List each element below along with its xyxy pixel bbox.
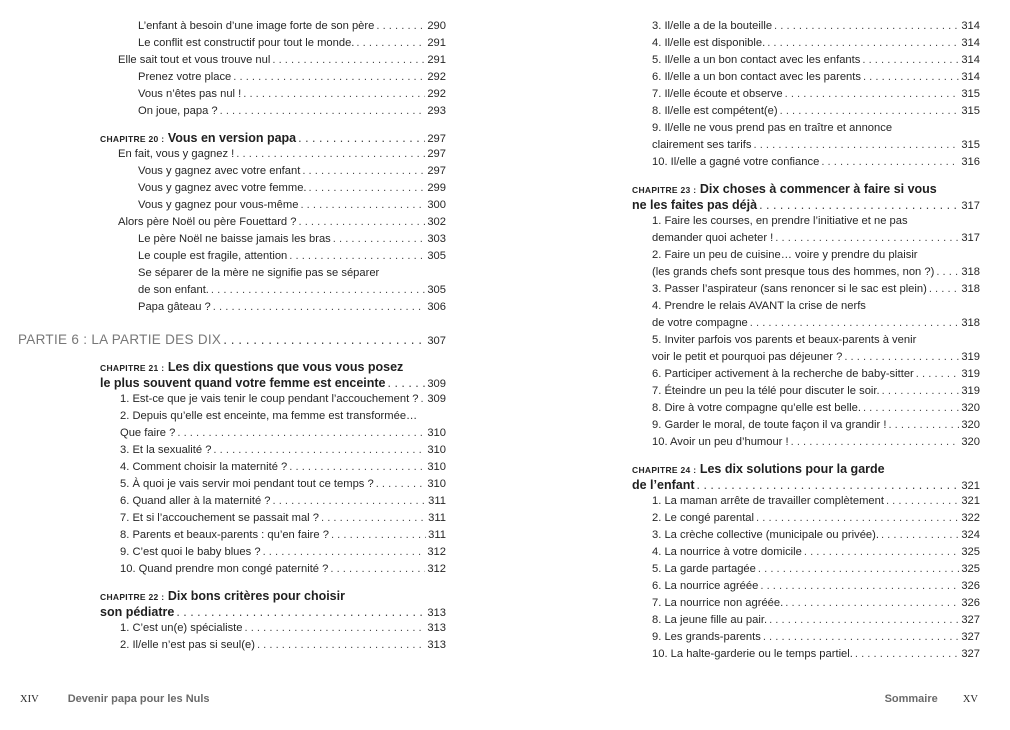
toc-page-number: 322: [961, 512, 980, 524]
toc-entry: [100, 163, 446, 180]
leader-dots: [697, 477, 960, 493]
toc-entry: [632, 264, 980, 281]
toc-entry: [100, 637, 446, 654]
toc-entry-text: de son enfant.: [138, 284, 209, 296]
toc-page-number: 300: [427, 199, 446, 211]
toc-entry-line1: 4. Prendre le relais AVANT la crise de nerfs: [652, 300, 866, 312]
toc-entry: [100, 282, 446, 299]
chapter-22-entries: [100, 620, 446, 654]
toc-entry-text: Le conflit est constructif pour tout le monde.: [138, 37, 355, 49]
toc-entry-text: L’enfant à besoin d’une image forte de son père: [138, 20, 375, 32]
toc-page-number: 310: [427, 427, 446, 439]
toc-entry-text: 4. Il/elle est disponible.: [652, 37, 766, 49]
toc-entry: [100, 561, 446, 578]
toc-entry: [100, 299, 446, 316]
leader-dots: [331, 527, 426, 544]
toc-entry-text: Le père Noël ne baisse jamais les bras: [138, 233, 331, 245]
chapter-title: le plus souvent quand votre femme est enceinte: [100, 376, 386, 390]
toc-entry: [632, 595, 980, 612]
toc-entry-text: 3. Il/elle a de la bouteille: [652, 20, 773, 32]
toc-entry-text: clairement ses tarifs: [652, 139, 752, 151]
toc-entry-line1: 5. Inviter parfois vos parents et beaux-parents à venir: [652, 334, 917, 346]
toc-page-number: 319: [961, 385, 980, 397]
leader-dots: [298, 130, 425, 146]
leader-dots: [767, 35, 959, 52]
toc-entry: [632, 527, 980, 544]
leader-dots: [763, 629, 959, 646]
leader-dots: [888, 417, 959, 434]
chapter-22-heading: [100, 588, 446, 620]
leader-dots: [753, 137, 959, 154]
leader-dots: [263, 544, 426, 561]
toc-page-number: 320: [961, 436, 980, 448]
leader-dots: [855, 646, 959, 663]
toc-entry-text: 10. Avoir un peu d’humour !: [652, 436, 789, 448]
leader-dots: [177, 425, 425, 442]
toc-entry-text: 6. Il/elle a un bon contact avec les parents: [652, 71, 861, 83]
toc-entry: [100, 35, 446, 52]
leader-dots: [273, 493, 427, 510]
toc-entry: [632, 349, 980, 366]
toc-entry-text: 7. Il/elle écoute et observe: [652, 88, 783, 100]
chapter-title-line1: [100, 359, 446, 375]
toc-entry-text: Vous y gagnez avec votre enfant: [138, 165, 301, 177]
toc-page-number: 314: [961, 54, 980, 66]
leader-dots: [775, 230, 959, 247]
leader-dots: [289, 459, 425, 476]
toc-entry: [632, 646, 980, 663]
toc-entry: [100, 103, 446, 120]
toc-page-number: 318: [961, 266, 980, 278]
toc-page-number: 327: [961, 614, 980, 626]
toc-page-number: 310: [427, 444, 446, 456]
toc-entry-text: 2. Le congé parental: [652, 512, 755, 524]
leader-dots: [236, 146, 425, 163]
toc-entry: [632, 629, 980, 646]
chapter-24-entries: [632, 493, 980, 663]
toc-entry-group: [632, 18, 980, 171]
toc-entry: [100, 459, 446, 476]
toc-page-number: 316: [961, 156, 980, 168]
toc-entry: [100, 620, 446, 637]
toc-entry: [100, 197, 446, 214]
toc-entry: [632, 137, 980, 154]
leader-dots: [213, 299, 426, 316]
toc-entry-text: 3. Et la sexualité ?: [120, 444, 212, 456]
leader-dots: [882, 383, 960, 400]
right-page: [632, 18, 980, 663]
chapter-title: Les dix solutions pour la garde: [699, 462, 885, 476]
toc-page-number: 314: [961, 20, 980, 32]
leader-dots: [176, 604, 425, 620]
toc-entry-text: demander quoi acheter !: [652, 232, 774, 244]
chapter-title-row: [100, 375, 446, 391]
toc-entry: [100, 231, 446, 248]
toc-page-number: 318: [961, 317, 980, 329]
toc-entry: [100, 69, 446, 86]
chapter-title-row: [100, 130, 446, 146]
toc-page-number: 324: [961, 529, 980, 541]
running-title: Sommaire: [884, 693, 938, 705]
toc-page-number: 305: [427, 284, 446, 296]
toc-entry-text: 8. Dire à votre compagne qu’elle est belle.: [652, 402, 861, 414]
toc-entry-text: 4. Comment choisir la maternité ?: [120, 461, 288, 473]
left-footer: [20, 693, 210, 705]
toc-entry-text: Vous y gagnez pour vous-même: [138, 199, 299, 211]
toc-page-number: 292: [427, 88, 446, 100]
toc-entry: [100, 86, 446, 103]
toc-entry-text: En fait, vous y gagnez !: [118, 148, 235, 160]
leader-dots: [388, 375, 426, 391]
toc-entry: [100, 476, 446, 493]
toc-page-number: 320: [961, 419, 980, 431]
toc-entry-text: 5. La garde partagée: [652, 563, 756, 575]
toc-entry-text: Papa gâteau ?: [138, 301, 211, 313]
toc-entry-line1: Se séparer de la mère ne signifie pas se séparer: [138, 267, 380, 279]
toc-entry-text: 8. Il/elle est compétent(e): [652, 105, 778, 117]
toc-entry: [100, 214, 446, 231]
toc-page-number: 299: [427, 182, 446, 194]
leader-dots: [844, 349, 959, 366]
leader-dots: [774, 18, 959, 35]
leader-dots: [758, 561, 959, 578]
leader-dots: [916, 366, 960, 383]
chapter-20-heading: [100, 130, 446, 146]
running-title: Devenir papa pour les Nuls: [67, 693, 210, 705]
toc-entry: [100, 527, 446, 544]
leader-dots: [300, 197, 425, 214]
toc-entry-text: 5. À quoi je vais servir moi pendant tout ce temps ?: [120, 478, 374, 490]
leader-dots: [881, 527, 959, 544]
toc-entry-text: de votre compagne: [652, 317, 748, 329]
toc-page-number: 318: [961, 283, 980, 295]
toc-entry-text: 4. La nourrice à votre domicile: [652, 546, 802, 558]
chapter-title-line1: [632, 461, 980, 477]
chapter-title: de l’enfant: [632, 478, 695, 492]
leader-dots: [759, 197, 959, 213]
toc-page-number: 326: [961, 597, 980, 609]
toc-entry-text: 10. La halte-garderie ou le temps partiel.: [652, 648, 853, 660]
toc-page-number: 321: [961, 495, 980, 507]
toc-entry-line1: 1. Faire les courses, en prendre l’initiative et ne pas: [652, 215, 908, 227]
toc-entry-group: [100, 18, 446, 120]
toc-entry: [100, 248, 446, 265]
toc-page-number: 311: [428, 495, 446, 507]
toc-entry: [632, 383, 980, 400]
page-folio: XV: [962, 694, 978, 705]
right-footer: [885, 693, 978, 705]
toc-page-number: 311: [428, 512, 446, 524]
toc-entry: [632, 561, 980, 578]
toc-entry: [100, 18, 446, 35]
chapter-21-heading: [100, 359, 446, 391]
toc-entry: [100, 52, 446, 69]
leader-dots: [929, 281, 959, 298]
toc-entry: [632, 315, 980, 332]
toc-entry: [632, 417, 980, 434]
leader-dots: [220, 103, 426, 120]
toc-page-number: 297: [427, 133, 446, 145]
toc-entry: [632, 52, 980, 69]
toc-entry-text: Elle sait tout et vous trouve nul: [118, 54, 271, 66]
toc-entry: [100, 180, 446, 197]
toc-entry: [100, 391, 446, 408]
leader-dots: [289, 248, 425, 265]
toc-entry-text: 7. La nourrice non agréée.: [652, 597, 784, 609]
toc-entry-text: 10. Quand prendre mon congé paternité ?: [120, 563, 329, 575]
chapter-label: CHAPITRE 21 :: [100, 363, 165, 373]
toc-entry: [632, 230, 980, 247]
toc-entry: [632, 493, 980, 510]
toc-entry: [632, 578, 980, 595]
toc-page-number: 314: [961, 37, 980, 49]
chapter-title-row: [632, 477, 980, 493]
page-folio: XIV: [20, 694, 39, 705]
leader-dots: [223, 330, 425, 349]
toc-page-number: 315: [961, 88, 980, 100]
leader-dots: [245, 620, 426, 637]
toc-page-number: 297: [427, 148, 446, 160]
leader-dots: [821, 154, 959, 171]
toc-page-number: 290: [427, 20, 446, 32]
leader-dots: [863, 69, 959, 86]
chapter-label: CHAPITRE 24 :: [632, 465, 697, 475]
toc-entry: [632, 18, 980, 35]
leader-dots: [330, 561, 425, 578]
toc-entry: [632, 69, 980, 86]
chapter-title-row: [632, 197, 980, 213]
chapter-label: CHAPITRE 20 :: [100, 134, 165, 144]
part-6-heading: [18, 330, 446, 349]
chapter-20-entries: [100, 146, 446, 316]
chapter-23-entries: [632, 213, 980, 451]
toc-entry: [632, 154, 980, 171]
toc-page-number: 310: [427, 461, 446, 473]
chapter-title: son pédiatre: [100, 605, 175, 619]
chapter-title-row: [100, 604, 446, 620]
toc-entry: [632, 366, 980, 383]
toc-entry-text: Vous n’êtes pas nul !: [138, 88, 242, 100]
toc-entry-text: (les grands chefs sont presque tous des hommes, non ?): [652, 266, 935, 278]
toc-page-number: 291: [427, 37, 446, 49]
toc-page-number: 327: [961, 631, 980, 643]
toc-entry-text: Alors père Noël ou père Fouettard ?: [118, 216, 297, 228]
toc-page-number: 312: [427, 563, 446, 575]
chapter-title-line1: [632, 181, 980, 197]
toc-page-number: 327: [961, 648, 980, 660]
toc-page-number: 325: [961, 546, 980, 558]
toc-entry-line1: 2. Faire un peu de cuisine… voire y prendre du plaisir: [652, 249, 918, 261]
part-title: PARTIE 6 : LA PARTIE DES DIX: [18, 332, 222, 347]
toc-entry: [100, 146, 446, 163]
chapter-title: Les dix questions que vous vous posez: [167, 360, 404, 374]
toc-entry: [632, 612, 980, 629]
leader-dots: [213, 442, 425, 459]
leader-dots: [376, 18, 425, 35]
leader-dots: [886, 493, 959, 510]
toc-page-number: 312: [427, 546, 446, 558]
leader-dots: [863, 400, 959, 417]
chapter-title: Dix bons critères pour choisir: [167, 589, 345, 603]
leader-dots: [356, 35, 425, 52]
leader-dots: [421, 391, 426, 408]
toc-entry-text: 6. Participer activement à la recherche de baby-sitter: [652, 368, 914, 380]
toc-entry-text: 6. La nourrice agréée: [652, 580, 759, 592]
toc-entry-text: On joue, papa ?: [138, 105, 218, 117]
toc-entry-text: 7. Et si l’accouchement se passait mal ?: [120, 512, 319, 524]
toc-entry-text: 3. Passer l’aspirateur (sans renoncer si le sac est plein): [652, 283, 927, 295]
toc-page-number: 292: [427, 71, 446, 83]
chapter-23-heading: [632, 181, 980, 213]
toc-page-number: 317: [961, 200, 980, 212]
toc-entry-text: 8. La jeune fille au pair.: [652, 614, 768, 626]
toc-page-number: 307: [427, 335, 446, 347]
leader-dots: [785, 86, 960, 103]
toc-page-number: 313: [427, 607, 446, 619]
toc-entry-text: Le couple est fragile, attention: [138, 250, 288, 262]
leader-dots: [750, 315, 960, 332]
chapter-title: ne les faites pas déjà: [632, 198, 758, 212]
toc-entry-line1: 9. Il/elle ne vous prend pas en traître et annonce: [652, 122, 893, 134]
toc-entry: [632, 103, 980, 120]
toc-page-number: 293: [427, 105, 446, 117]
toc-entry: [632, 281, 980, 298]
toc-page-number: 313: [427, 639, 446, 651]
chapter-title-line1: [100, 588, 446, 604]
toc-page-number: 325: [961, 563, 980, 575]
toc-entry-text: 6. Quand aller à la maternité ?: [120, 495, 271, 507]
toc-page-number: 291: [427, 54, 446, 66]
toc-page-number: 326: [961, 580, 980, 592]
toc-entry: [632, 35, 980, 52]
toc-page-number: 313: [427, 622, 446, 634]
toc-entry-text: Vous y gagnez avec votre femme.: [138, 182, 307, 194]
toc-page-number: 309: [427, 393, 446, 405]
leader-dots: [376, 476, 426, 493]
leader-dots: [936, 264, 959, 281]
leader-dots: [804, 544, 959, 561]
toc-entry-text: 2. Il/elle n’est pas si seul(e): [120, 639, 255, 651]
chapter-21-entries: [100, 391, 446, 578]
toc-entry-text: 3. La crèche collective (municipale ou privée).: [652, 529, 879, 541]
leader-dots: [211, 282, 425, 299]
toc-page-number: 311: [428, 529, 446, 541]
toc-entry: [632, 434, 980, 451]
toc-entry-text: 8. Parents et beaux-parents : qu’en faire ?: [120, 529, 329, 541]
leader-dots: [272, 52, 425, 69]
toc-entry-text: Prenez votre place: [138, 71, 232, 83]
toc-page-number: 314: [961, 71, 980, 83]
toc-entry: [100, 544, 446, 561]
toc-entry: [632, 510, 980, 527]
toc-entry-text: voir le petit et pourquoi pas déjeuner ?: [652, 351, 843, 363]
toc-entry-line1: 2. Depuis qu’elle est enceinte, ma femme est transformée…: [120, 410, 418, 422]
toc-entry: [632, 400, 980, 417]
toc-page-number: 315: [961, 139, 980, 151]
toc-page-number: 310: [427, 478, 446, 490]
leader-dots: [321, 510, 426, 527]
leader-dots: [791, 434, 960, 451]
toc-entry-text: 9. C’est quoi le baby blues ?: [120, 546, 261, 558]
toc-entry: [100, 493, 446, 510]
toc-entry: [100, 510, 446, 527]
toc-entry-text: 9. Les grands-parents: [652, 631, 761, 643]
leader-dots: [298, 214, 425, 231]
toc-page-number: 320: [961, 402, 980, 414]
leader-dots: [257, 637, 425, 654]
toc-entry-text: Que faire ?: [120, 427, 176, 439]
toc-entry: [100, 425, 446, 442]
chapter-24-heading: [632, 461, 980, 493]
leader-dots: [309, 180, 426, 197]
toc-page-number: 303: [427, 233, 446, 245]
toc-page-number: 297: [427, 165, 446, 177]
leader-dots: [233, 69, 425, 86]
leader-dots: [769, 612, 959, 629]
chapter-label: CHAPITRE 22 :: [100, 592, 165, 602]
leader-dots: [302, 163, 425, 180]
toc-page-number: 309: [427, 378, 446, 390]
toc-page-number: 315: [961, 105, 980, 117]
toc-entry-text: 9. Garder le moral, de toute façon il va grandir !: [652, 419, 887, 431]
toc-entry-text: 1. Est-ce que je vais tenir le coup pendant l’accouchement ?: [120, 393, 419, 405]
leader-dots: [760, 578, 959, 595]
toc-page-number: 319: [961, 368, 980, 380]
toc-entry-text: 7. Éteindre un peu la télé pour discuter le soir.: [652, 385, 880, 397]
toc-page-number: 306: [427, 301, 446, 313]
chapter-title: Vous en version papa: [167, 131, 297, 145]
chapter-title: Dix choses à commencer à faire si vous: [699, 182, 937, 196]
toc-entry-text: 1. C’est un(e) spécialiste: [120, 622, 243, 634]
leader-dots: [243, 86, 425, 103]
toc-page-number: 317: [961, 232, 980, 244]
toc-page-number: 302: [427, 216, 446, 228]
leader-dots: [333, 231, 426, 248]
leader-dots: [862, 52, 959, 69]
leader-dots: [785, 595, 959, 612]
left-page: [18, 18, 446, 654]
chapter-label: CHAPITRE 23 :: [632, 185, 697, 195]
toc-entry: [632, 544, 980, 561]
toc-page-number: 319: [961, 351, 980, 363]
leader-dots: [780, 103, 960, 120]
leader-dots: [756, 510, 959, 527]
toc-page-number: 305: [427, 250, 446, 262]
toc-page-number: 321: [961, 480, 980, 492]
toc-entry-text: 10. Il/elle a gagné votre confiance: [652, 156, 820, 168]
toc-entry-text: 1. La maman arrête de travailler complètement: [652, 495, 884, 507]
toc-entry: [100, 442, 446, 459]
toc-entry-text: 5. Il/elle a un bon contact avec les enfants: [652, 54, 861, 66]
toc-entry: [632, 86, 980, 103]
